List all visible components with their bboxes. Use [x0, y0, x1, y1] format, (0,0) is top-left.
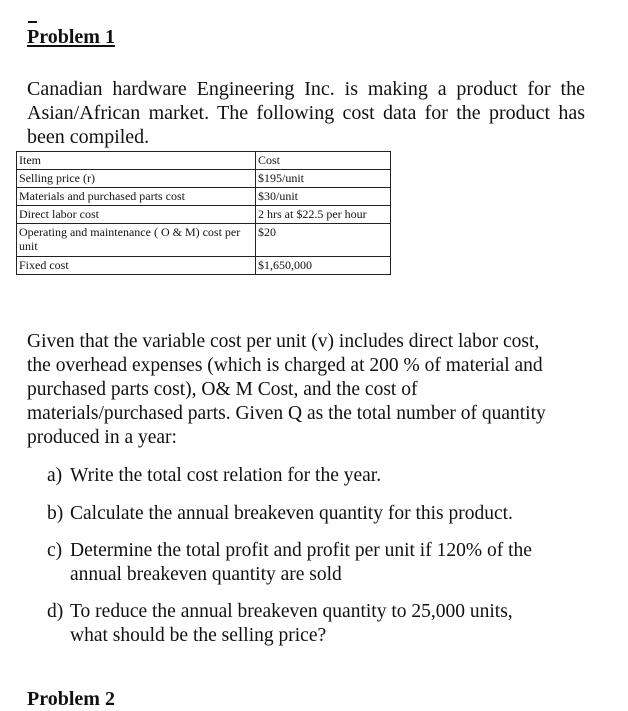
row-cost: $20 — [256, 224, 391, 257]
table-row — [17, 206, 391, 224]
row-item: Fixed cost — [17, 257, 256, 275]
question-text: Write the total cost relation for the year. — [70, 465, 382, 486]
row-cost: 2 hrs at $22.5 per hour — [256, 206, 391, 224]
question-label: d) — [47, 601, 64, 622]
table-row — [17, 170, 391, 188]
row-item: Operating and maintenance ( O & M) cost per unit — [17, 224, 256, 257]
question-text-cont: what should be the selling price? — [70, 625, 327, 646]
problem-2-heading: Problem 2 — [27, 688, 115, 710]
question-b — [47, 502, 592, 526]
question-c — [47, 539, 592, 587]
question-text: To reduce the annual breakeven quantity to 25,000 units, — [70, 601, 513, 622]
header-cost: Cost — [256, 152, 391, 170]
question-text-cont: annual breakeven quantity are sold — [70, 564, 342, 585]
row-cost: $1,650,000 — [256, 257, 391, 275]
given-paragraph: Given that the variable cost per unit (v) includes direct labor cost, the overhead expenses (which is charged at 200 % of material and purchased parts cost), O& M Cost, and the cost of materials/purchased parts. Given Q as the total number of quantity produced in a year: — [27, 331, 546, 448]
table-header-row — [17, 152, 391, 170]
table-row — [17, 257, 391, 275]
row-item: Materials and purchased parts cost — [17, 188, 256, 206]
question-label: c) — [47, 540, 63, 561]
intro-paragraph: Canadian hardware Engineering Inc. is making a product for the Asian/African market. The following cost data for the product has been compiled. — [27, 78, 585, 148]
row-item: Direct labor cost — [17, 206, 256, 224]
question-d — [47, 600, 592, 648]
question-text: Calculate the annual breakeven quantity for this product. — [70, 503, 513, 524]
question-label: a) — [47, 465, 63, 486]
row-item: Selling price (r) — [17, 170, 256, 188]
problem-1-heading: Problem 1 — [27, 26, 115, 48]
table-row — [17, 224, 391, 257]
cost-data-table — [16, 151, 391, 275]
header-item: Item — [17, 152, 256, 170]
overline-mark — [28, 21, 37, 23]
question-label: b) — [47, 503, 64, 524]
question-text: Determine the total profit and profit per unit if 120% of the — [70, 540, 532, 561]
question-a — [47, 464, 592, 488]
row-cost: $30/unit — [256, 188, 391, 206]
row-cost: $195/unit — [256, 170, 391, 188]
table-row — [17, 188, 391, 206]
